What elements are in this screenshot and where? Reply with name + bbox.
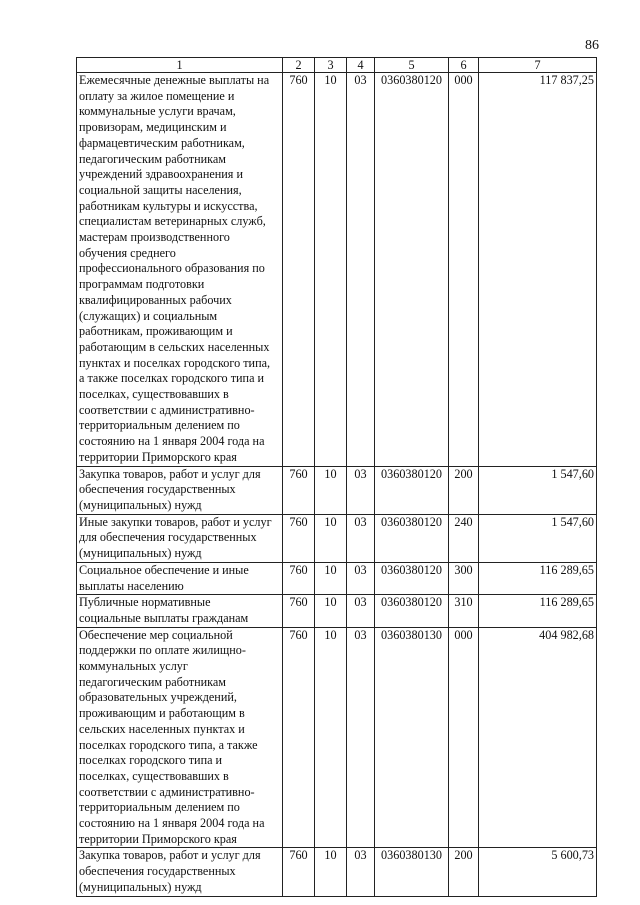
row-code-2: 760 <box>283 848 315 896</box>
row-code-5: 0360380120 <box>375 595 449 627</box>
row-name: Публичные нормативные социальные выплаты гражданам <box>77 595 283 627</box>
column-header: 7 <box>479 58 597 73</box>
row-code-6: 200 <box>449 466 479 514</box>
row-name: Обеспечение мер социальной поддержки по оплате жилищно- коммунальных услуг педагогическим работникам образовательных учреждений, проживающим и работающим в сельских населенных пунктах и поселках городского типа, а также поселках городского типа и поселках, существовавших в соответствии с административно- территориальным делением по состоянию на 1 января 2004 года на территории Приморского края <box>77 627 283 848</box>
row-code-3: 10 <box>315 514 347 562</box>
row-code-5: 0360380120 <box>375 562 449 594</box>
row-code-6: 000 <box>449 627 479 848</box>
table-row <box>77 514 597 562</box>
table-row <box>77 562 597 594</box>
row-code-3: 10 <box>315 627 347 848</box>
row-code-2: 760 <box>283 73 315 467</box>
row-code-4: 03 <box>347 562 375 594</box>
column-header: 6 <box>449 58 479 73</box>
row-code-5: 0360380130 <box>375 627 449 848</box>
row-code-2: 760 <box>283 595 315 627</box>
table-row <box>77 627 597 848</box>
row-code-6: 240 <box>449 514 479 562</box>
row-name: Закупка товаров, работ и услуг для обеспечения государственных (муниципальных) нужд <box>77 466 283 514</box>
row-code-6: 000 <box>449 73 479 467</box>
row-amount: 116 289,65 <box>479 562 597 594</box>
row-code-6: 200 <box>449 848 479 896</box>
row-code-4: 03 <box>347 514 375 562</box>
row-name: Социальное обеспечение и иные выплаты населению <box>77 562 283 594</box>
row-code-4: 03 <box>347 627 375 848</box>
page-number: 86 <box>585 38 599 53</box>
row-code-3: 10 <box>315 466 347 514</box>
row-code-5: 0360380130 <box>375 848 449 896</box>
row-name: Иные закупки товаров, работ и услуг для обеспечения государственных (муниципальных) нужд <box>77 514 283 562</box>
row-code-4: 03 <box>347 73 375 467</box>
row-code-2: 760 <box>283 466 315 514</box>
column-header: 5 <box>375 58 449 73</box>
row-code-3: 10 <box>315 562 347 594</box>
row-amount: 5 600,73 <box>479 848 597 896</box>
row-code-4: 03 <box>347 466 375 514</box>
row-code-3: 10 <box>315 595 347 627</box>
row-code-6: 300 <box>449 562 479 594</box>
row-code-5: 0360380120 <box>375 73 449 467</box>
row-code-3: 10 <box>315 848 347 896</box>
row-code-5: 0360380120 <box>375 514 449 562</box>
table-row <box>77 848 597 896</box>
row-code-4: 03 <box>347 595 375 627</box>
row-code-5: 0360380120 <box>375 466 449 514</box>
row-amount: 404 982,68 <box>479 627 597 848</box>
table-row <box>77 73 597 467</box>
row-amount: 1 547,60 <box>479 514 597 562</box>
row-name: Ежемесячные денежные выплаты на оплату за жилое помещение и коммунальные услуги врачам, провизорам, медицинским и фармацевтическим работникам, педагогическим работникам учреждений здравоохранения и социальной защиты населения, работникам культуры и искусства, специалистам ветеринарных служб, мастерам производственного обучения среднего профессионального образования по программам подготовки квалифицированных рабочих (служащих) и социальным работникам, проживающим и работающим в сельских населенных пунктах и поселках городского типа, а также поселках городского типа и поселках, существовавших в соответствии с административно- территориальным делением по состоянию на 1 января 2004 года на территории Приморского края <box>77 73 283 467</box>
column-header: 4 <box>347 58 375 73</box>
row-code-2: 760 <box>283 627 315 848</box>
row-amount: 116 289,65 <box>479 595 597 627</box>
row-code-2: 760 <box>283 514 315 562</box>
table-row <box>77 466 597 514</box>
row-code-3: 10 <box>315 73 347 467</box>
row-code-4: 03 <box>347 848 375 896</box>
row-name: Закупка товаров, работ и услуг для обеспечения государственных (муниципальных) нужд <box>77 848 283 896</box>
row-amount: 1 547,60 <box>479 466 597 514</box>
table-row <box>77 595 597 627</box>
row-code-6: 310 <box>449 595 479 627</box>
column-header: 1 <box>77 58 283 73</box>
column-header: 2 <box>283 58 315 73</box>
row-amount: 117 837,25 <box>479 73 597 467</box>
table-header-row <box>77 58 597 73</box>
column-header: 3 <box>315 58 347 73</box>
row-code-2: 760 <box>283 562 315 594</box>
budget-table <box>76 57 597 897</box>
